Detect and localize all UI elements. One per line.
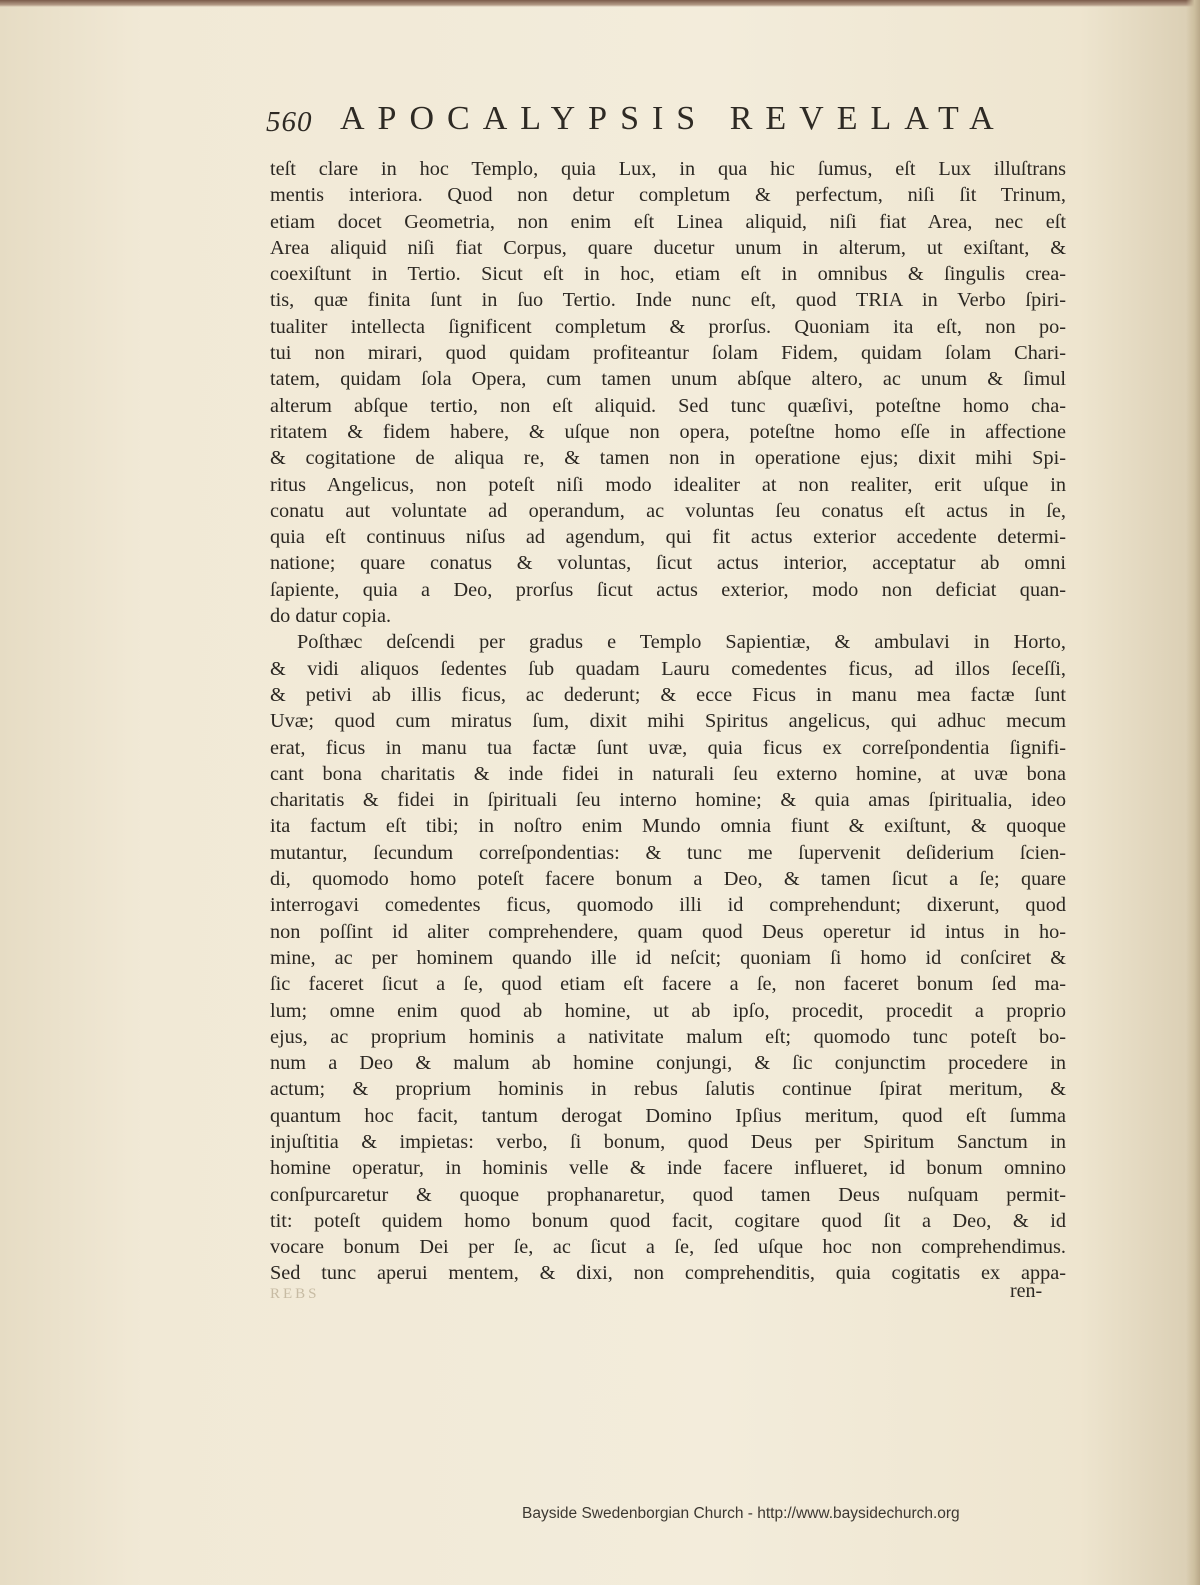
- page-number: 560: [266, 106, 313, 138]
- text-line: alterum abſque tertio, non eſt aliquid. Sed tunc quæſivi, poteſtne homo cha-: [270, 394, 1066, 417]
- text-line: & vidi aliquos ſedentes ſub quadam Lauru comedentes ficus, ad illos ſeceſſi,: [270, 657, 1066, 680]
- text-line: mutantur, ſecundum correſpondentias: & tunc me ſupervenit deſiderium ſcien-: [270, 841, 1066, 864]
- bleed-through-text: REBS: [270, 1286, 320, 1302]
- text-line: mentis interiora. Quod non detur completum & perfectum, niſi ſit Trinum,: [270, 184, 1066, 207]
- text-line: erat, ficus in manu tua factæ ſunt uvæ, quia ficus ex correſpondentia ſignifi-: [270, 736, 1066, 759]
- text-line: ſapiente, quia a Deo, prorſus ſicut actus exterior, modo non deficiat quan-: [270, 578, 1066, 601]
- text-line: num a Deo & malum ab homine conjungi, & ſic conjunctim procedere in: [270, 1052, 1066, 1075]
- text-line: Sed tunc aperui mentem, & dixi, non comprehenditis, quia cogitatis ex appa-: [270, 1262, 1066, 1285]
- text-line: conatu aut voluntate ad operandum, ac voluntas ſeu conatus eſt actus in ſe,: [270, 499, 1066, 522]
- text-line: injuſtitia & impietas: verbo, ſi bonum, quod Deus per Spiritum Sanctum in: [270, 1130, 1066, 1153]
- text-line: lum; omne enim quod ab homine, ut ab ipſo, procedit, procedit a proprio: [270, 999, 1066, 1022]
- text-line: & cogitatione de aliqua re, & tamen non in operatione ejus; dixit mihi Spi-: [270, 447, 1066, 470]
- text-line: & petivi ab illis ficus, ac dederunt; & ecce Ficus in manu mea factæ ſunt: [270, 683, 1066, 706]
- text-line: natione; quare conatus & voluntas, ſicut actus interior, acceptatur ab omni: [270, 552, 1066, 575]
- text-line: ita factum eſt tibi; in noſtro enim Mundo omnia fiunt & exiſtunt, & quoque: [270, 815, 1066, 838]
- text-line: vocare bonum Dei per ſe, ac ſicut a ſe, ſed uſque hoc non comprehendimus.: [270, 1236, 1066, 1259]
- text-line: tui non mirari, quod quidam profiteantur ſolam Fidem, quidam ſolam Chari-: [270, 342, 1066, 365]
- body-text: [270, 156, 1066, 1287]
- text-line: mine, ac per hominem quando ille id neſcit; quoniam ſi homo id conſciret &: [270, 946, 1066, 969]
- text-line: coexiſtunt in Tertio. Sicut eſt in hoc, etiam eſt in omnibus & ſingulis crea-: [270, 263, 1066, 286]
- text-line: homine operatur, in hominis velle & inde facere influeret, id bonum omnino: [270, 1157, 1066, 1180]
- text-line: ſic faceret ſicut a ſe, quod etiam eſt facere a ſe, non faceret bonum ſed ma-: [270, 973, 1066, 996]
- text-line: cant bona charitatis & inde fidei in naturali ſeu externo homine, at uvæ bona: [270, 762, 1066, 785]
- catchword: ren-: [1010, 1280, 1043, 1302]
- text-line: tis, quæ finita ſunt in ſuo Tertio. Inde nunc eſt, quod TRIA in Verbo ſpiri-: [270, 289, 1066, 312]
- page-header: [266, 98, 1026, 148]
- text-line: ritus Angelicus, non poteſt niſi modo idealiter at non realiter, erit uſque in: [270, 473, 1066, 496]
- paragraph-start-line: Poſthæc deſcendi per gradus e Templo Sapientiæ, & ambulavi in Horto,: [297, 631, 1066, 654]
- text-line: interrogavi comedentes ficus, quomodo illi id comprehendunt; dixerunt, quod: [270, 894, 1066, 917]
- running-head: APOCALYPSIS REVELATA: [340, 100, 1007, 137]
- text-line: quia eſt continuus niſus ad agendum, qui fit actus exterior accedente determi-: [270, 526, 1066, 549]
- text-line: conſpurcaretur & quoque prophanaretur, quod tamen Deus nuſquam permit-: [270, 1183, 1066, 1206]
- text-line: ejus, ac proprium hominis a nativitate malum eſt; quomodo tunc poteſt bo-: [270, 1025, 1066, 1048]
- source-watermark: Bayside Swedenborgian Church - http://www.baysidechurch.org: [522, 1505, 960, 1522]
- text-line: teſt clare in hoc Templo, quia Lux, in qua hic ſumus, eſt Lux illuſtrans: [270, 158, 1066, 180]
- text-line: Area aliquid niſi fiat Corpus, quare ducetur unum in alterum, ut exiſtant, &: [270, 236, 1066, 259]
- page-gutter-shadow: [1186, 0, 1200, 1585]
- text-line: di, quomodo homo poteſt facere bonum a Deo, & tamen ſicut a ſe; quare: [270, 868, 1066, 891]
- text-line: tatem, quidam ſola Opera, cum tamen unum abſque altero, ac unum & ſimul: [270, 368, 1066, 391]
- text-line: etiam docet Geometria, non enim eſt Linea aliquid, niſi fiat Area, nec eſt: [270, 210, 1066, 233]
- text-line: ritatem & fidem habere, & uſque non opera, poteſtne homo eſſe in affectione: [270, 420, 1066, 443]
- text-line: tualiter intellecta ſignificent completum & prorſus. Quoniam ita eſt, non po-: [270, 315, 1066, 338]
- text-line: quantum hoc facit, tantum derogat Domino Ipſius meritum, quod eſt ſumma: [270, 1104, 1066, 1127]
- text-line: Uvæ; quod cum miratus ſum, dixit mihi Spiritus angelicus, qui adhuc mecum: [270, 710, 1066, 733]
- paragraph-end-line: do datur copia.: [270, 605, 392, 628]
- page-top-edge: [0, 0, 1200, 7]
- text-line: charitatis & fidei in ſpirituali ſeu interno homine; & quia amas ſpiritualia, ideo: [270, 789, 1066, 812]
- text-line: non poſſint id aliter comprehendere, quam quod Deus operetur id intus in ho-: [270, 920, 1066, 943]
- text-line: tit: poteſt quidem homo bonum quod facit, cogitare quod ſit a Deo, & id: [270, 1209, 1066, 1232]
- text-line: actum; & proprium hominis in rebus ſalutis continue ſpirat meritum, &: [270, 1078, 1066, 1101]
